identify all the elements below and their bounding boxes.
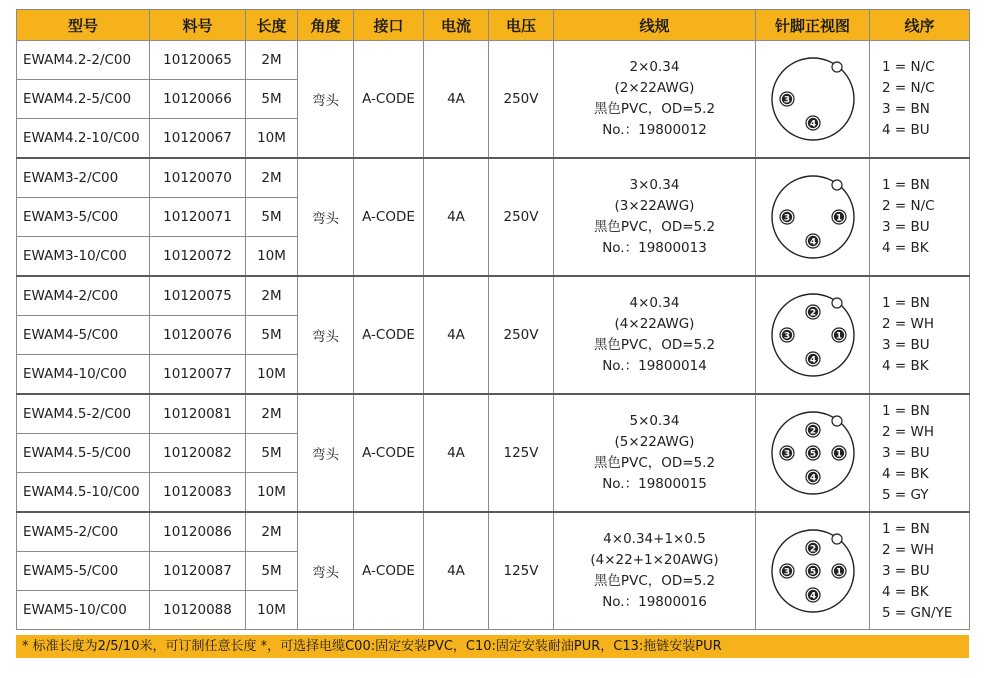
pin-2 (806, 541, 820, 555)
interface-cell: A-CODE (354, 41, 424, 159)
wiring-line: 3 = BU (882, 444, 930, 461)
angle-cell: 弯头 (298, 512, 354, 630)
part-number-cell: 10120067 (150, 119, 246, 159)
length-cell: 2M (246, 276, 298, 316)
wiring-line: 5 = GN/YE (882, 604, 953, 621)
pin-4 (806, 116, 820, 130)
length-cell: 5M (246, 80, 298, 119)
wiring-line: 4 = BU (882, 122, 930, 138)
pin-4 (806, 470, 820, 484)
spec-table-wrapper (16, 9, 969, 630)
table-row (17, 394, 970, 434)
pin-3 (780, 92, 794, 106)
part-number-cell: 10120066 (150, 80, 246, 119)
model-cell: EWAM4.2-10/C00 (17, 119, 150, 159)
column-header: 线规 (554, 10, 756, 41)
pin-number: 4 (809, 591, 816, 602)
voltage-cell: 125V (489, 394, 554, 512)
length-cell: 10M (246, 119, 298, 159)
cable-spec-cell (554, 158, 756, 276)
column-header: 长度 (246, 10, 298, 41)
length-cell: 10M (246, 591, 298, 630)
part-number-cell: 10120065 (150, 41, 246, 80)
length-cell: 2M (246, 41, 298, 80)
model-cell: EWAM3-5/C00 (17, 198, 150, 237)
column-header: 电压 (489, 10, 554, 41)
pin-1 (832, 564, 846, 578)
pin-view-cell (756, 276, 870, 394)
table-header-row (17, 10, 970, 41)
table-row (17, 276, 970, 316)
pin-4 (806, 352, 820, 366)
wiring-line: 1 = BN (882, 402, 930, 419)
model-cell: EWAM4.5-2/C00 (17, 394, 150, 434)
wiring-cell (870, 158, 970, 276)
length-cell: 10M (246, 473, 298, 513)
column-header: 电流 (424, 10, 489, 41)
cable-spec-line: 4×0.34+1×0.5 (603, 531, 706, 547)
coding-key (832, 534, 842, 544)
pin-diagram (767, 171, 859, 263)
part-number-cell: 10120070 (150, 158, 246, 198)
pin-3 (780, 210, 794, 224)
cable-spec-line: No.：19800012 (602, 122, 707, 138)
pin-number: 5 (809, 567, 816, 578)
pin-number: 4 (809, 473, 816, 484)
pin-number: 2 (809, 544, 816, 555)
footer-note: * 标准长度为2/5/10米，可订制任意长度 *，可选择电缆C00:固定安装PVC，C10:固定安装耐油PUR，C13:拖链安装PUR (16, 635, 969, 658)
voltage-cell: 250V (489, 41, 554, 159)
interface-cell: A-CODE (354, 276, 424, 394)
length-cell: 2M (246, 394, 298, 434)
pin-number: 4 (809, 237, 816, 248)
wiring-line: 2 = WH (882, 423, 934, 440)
cable-spec-line: 3×0.34 (629, 177, 680, 193)
part-number-cell: 10120076 (150, 316, 246, 355)
cable-spec-line: 黑色PVC，OD=5.2 (593, 219, 716, 235)
current-cell: 4A (424, 41, 489, 159)
model-cell: EWAM3-10/C00 (17, 237, 150, 277)
column-header: 线序 (870, 10, 970, 41)
cable-spec-line: 2×0.34 (629, 59, 680, 75)
wiring-cell (870, 394, 970, 512)
cable-spec-line: 黑色PVC，OD=5.2 (593, 455, 716, 471)
coding-key (832, 62, 842, 72)
pin-number: 3 (783, 213, 790, 224)
model-cell: EWAM4.2-2/C00 (17, 41, 150, 80)
cable-spec-line: No.：19800015 (602, 476, 707, 492)
model-cell: EWAM5-2/C00 (17, 512, 150, 552)
model-cell: EWAM3-2/C00 (17, 158, 150, 198)
cable-spec-line: 5×0.34 (629, 413, 680, 429)
model-cell: EWAM4.2-5/C00 (17, 80, 150, 119)
pin-number: 3 (783, 95, 790, 106)
part-number-cell: 10120081 (150, 394, 246, 434)
cable-spec-line: No.：19800013 (602, 240, 707, 256)
model-cell: EWAM4-5/C00 (17, 316, 150, 355)
cable-spec-line: 黑色PVC，OD=5.2 (593, 573, 716, 589)
wiring-line: 4 = BK (882, 465, 929, 482)
length-cell: 10M (246, 355, 298, 395)
pin-diagram (767, 53, 859, 145)
pin-1 (832, 446, 846, 460)
pin-5 (806, 564, 820, 578)
wiring-line: 1 = BN (882, 520, 930, 537)
voltage-cell: 250V (489, 276, 554, 394)
pin-view-cell (756, 158, 870, 276)
wiring-line: 2 = WH (882, 541, 934, 558)
part-number-cell: 10120086 (150, 512, 246, 552)
part-number-cell: 10120083 (150, 473, 246, 513)
table-row (17, 158, 970, 198)
pin-number: 3 (783, 449, 790, 460)
interface-cell: A-CODE (354, 394, 424, 512)
cable-spec-line: 黑色PVC，OD=5.2 (593, 101, 716, 117)
coding-key (832, 298, 842, 308)
model-cell: EWAM4-10/C00 (17, 355, 150, 395)
pin-number: 3 (783, 567, 790, 578)
length-cell: 10M (246, 237, 298, 277)
column-header: 型号 (17, 10, 150, 41)
pin-1 (832, 210, 846, 224)
wiring-line: 3 = BU (882, 562, 930, 579)
column-header: 针脚正视图 (756, 10, 870, 41)
pin-number: 2 (809, 426, 816, 437)
pin-diagram (767, 407, 859, 499)
part-number-cell: 10120082 (150, 434, 246, 473)
length-cell: 5M (246, 316, 298, 355)
pin-number: 4 (809, 355, 816, 366)
wiring-line: 1 = BN (882, 177, 930, 193)
pin-number: 1 (835, 331, 842, 342)
current-cell: 4A (424, 394, 489, 512)
cable-spec-line: (3×22AWG) (614, 198, 695, 214)
voltage-cell: 250V (489, 158, 554, 276)
current-cell: 4A (424, 158, 489, 276)
current-cell: 4A (424, 276, 489, 394)
model-cell: EWAM4.5-10/C00 (17, 473, 150, 513)
wiring-line: 2 = N/C (882, 80, 935, 96)
model-cell: EWAM5-5/C00 (17, 552, 150, 591)
part-number-cell: 10120071 (150, 198, 246, 237)
pin-number: 2 (809, 308, 816, 319)
cable-spec-line: No.：19800016 (602, 594, 707, 610)
pin-number: 1 (835, 213, 842, 224)
part-number-cell: 10120075 (150, 276, 246, 316)
voltage-cell: 125V (489, 512, 554, 630)
wiring-line: 3 = BU (882, 337, 930, 353)
current-cell: 4A (424, 512, 489, 630)
pin-1 (832, 328, 846, 342)
column-header: 料号 (150, 10, 246, 41)
wiring-line: 1 = N/C (882, 59, 935, 75)
pin-number: 1 (835, 449, 842, 460)
table-row (17, 41, 970, 80)
pin-3 (780, 564, 794, 578)
length-cell: 2M (246, 158, 298, 198)
wiring-line: 4 = BK (882, 358, 929, 374)
cable-spec-line: 黑色PVC，OD=5.2 (593, 337, 716, 353)
model-cell: EWAM4.5-5/C00 (17, 434, 150, 473)
interface-cell: A-CODE (354, 158, 424, 276)
wiring-line: 2 = WH (882, 316, 934, 332)
wiring-line: 1 = BN (882, 295, 930, 311)
cable-spec-cell (554, 41, 756, 159)
part-number-cell: 10120088 (150, 591, 246, 630)
wiring-line: 3 = BU (882, 219, 930, 235)
pin-2 (806, 305, 820, 319)
angle-cell: 弯头 (298, 276, 354, 394)
wiring-line: 3 = BN (882, 101, 930, 117)
pin-3 (780, 446, 794, 460)
pin-5 (806, 446, 820, 460)
pin-2 (806, 423, 820, 437)
column-header: 接口 (354, 10, 424, 41)
pin-view-cell (756, 512, 870, 630)
interface-cell: A-CODE (354, 512, 424, 630)
table-body (17, 41, 970, 630)
length-cell: 5M (246, 552, 298, 591)
wiring-cell (870, 512, 970, 630)
wiring-line: 2 = N/C (882, 198, 935, 214)
cable-spec-cell (554, 276, 756, 394)
pin-number: 1 (835, 567, 842, 578)
cable-spec-line: (4×22AWG) (614, 316, 695, 332)
length-cell: 5M (246, 198, 298, 237)
cable-spec-cell (554, 512, 756, 630)
cable-spec-line: (5×22AWG) (614, 434, 695, 450)
model-cell: EWAM5-10/C00 (17, 591, 150, 630)
pin-number: 3 (783, 331, 790, 342)
pin-4 (806, 588, 820, 602)
pin-number: 5 (809, 449, 816, 460)
angle-cell: 弯头 (298, 394, 354, 512)
pin-view-cell (756, 394, 870, 512)
cable-spec-line: (2×22AWG) (614, 80, 695, 96)
part-number-cell: 10120087 (150, 552, 246, 591)
pin-number: 4 (809, 119, 816, 130)
wiring-line: 5 = GY (882, 486, 929, 503)
cable-spec-line: (4×22+1×20AWG) (590, 552, 719, 568)
part-number-cell: 10120072 (150, 237, 246, 277)
cable-spec-line: 4×0.34 (629, 295, 680, 311)
length-cell: 2M (246, 512, 298, 552)
pin-view-cell (756, 41, 870, 159)
length-cell: 5M (246, 434, 298, 473)
pin-diagram (767, 525, 859, 617)
coding-key (832, 416, 842, 426)
wiring-line: 4 = BK (882, 583, 929, 600)
coding-key (832, 180, 842, 190)
angle-cell: 弯头 (298, 158, 354, 276)
wiring-cell (870, 276, 970, 394)
column-header: 角度 (298, 10, 354, 41)
pin-3 (780, 328, 794, 342)
cable-spec-cell (554, 394, 756, 512)
wiring-line: 4 = BK (882, 240, 929, 256)
cable-spec-line: No.：19800014 (602, 358, 707, 374)
pin-diagram (767, 289, 859, 381)
angle-cell: 弯头 (298, 41, 354, 159)
spec-table (16, 9, 970, 630)
model-cell: EWAM4-2/C00 (17, 276, 150, 316)
part-number-cell: 10120077 (150, 355, 246, 395)
pin-4 (806, 234, 820, 248)
wiring-cell (870, 41, 970, 159)
table-row (17, 512, 970, 552)
